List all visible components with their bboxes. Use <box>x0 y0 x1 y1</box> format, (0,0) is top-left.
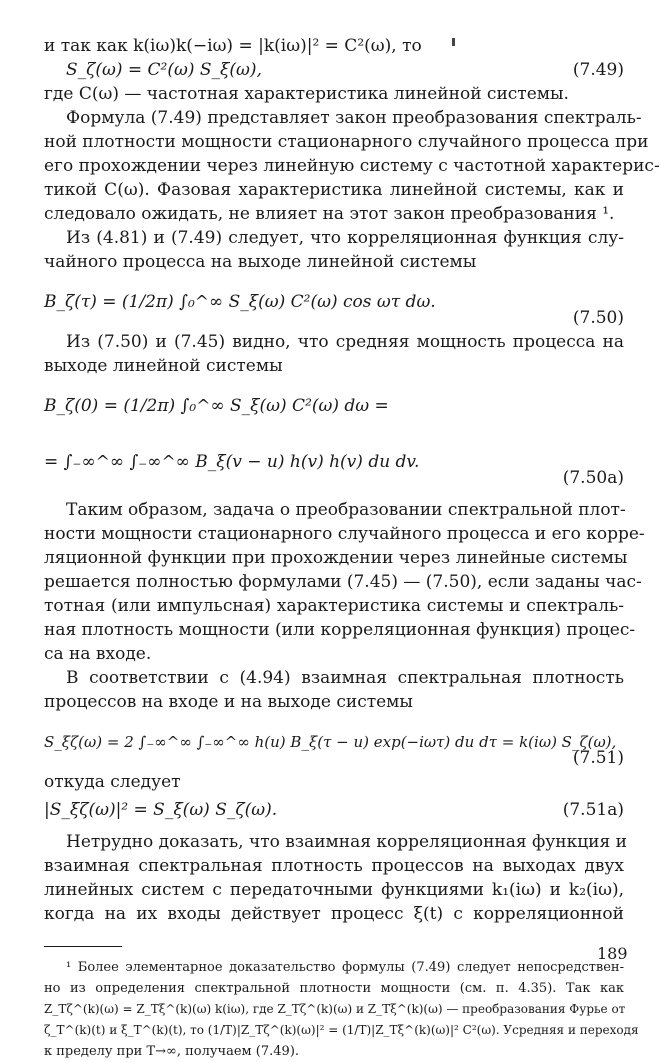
page-body <box>44 34 660 1062</box>
equation-number: (7.50a) <box>562 468 624 488</box>
text-line: когда на их входы действует процесс ξ(t) с корреляционной <box>44 904 624 924</box>
equation-body: S_ζ(ω) = C²(ω) S_ξ(ω), <box>66 60 262 80</box>
equation-number: (7.51a) <box>562 800 624 820</box>
equation-7-51a <box>44 798 624 822</box>
text-line: решается полностью формулами (7.45) — (7.50), если заданы час- <box>44 572 642 592</box>
footnote-line: к пределу при T→∞, получаем (7.49). <box>44 1044 300 1059</box>
text-line: взаимная спектральная плотность процессов на выходах двух <box>44 856 624 876</box>
text-line: где C(ω) — частотная характеристика линейной системы. <box>44 84 569 104</box>
page-number: 189 <box>597 944 628 963</box>
text-line: его прохождении через линейную систему с частотной характерис- <box>44 156 660 176</box>
footnote-line: ζ_T^(k)(t) и ξ_T^(k)(t), то (1/T)|Z_Tζ^(k)(ω)|² = (1/T)|Z_Tξ^(k)(ω)|² C²(ω). Усредняя и переходя <box>44 1023 639 1037</box>
footnote-rule <box>44 946 122 947</box>
text-line: ности мощности стационарного случайного процесса и его корре- <box>44 524 645 544</box>
text-line: тотная (или импульсная) характеристика системы и спектраль- <box>44 596 624 616</box>
text-line: В соответствии с (4.94) взаимная спектральная плотность <box>66 668 624 688</box>
equation-body: S_ξζ(ω) = 2 ∫₋∞^∞ ∫₋∞^∞ h(u) B_ξ(τ − u) exp(−iωτ) du dτ = k(iω) S_ζ(ω), <box>44 733 617 751</box>
text-line: ная плотность мощности (или корреляционная функция) процес- <box>44 620 636 640</box>
equation-number: (7.51) <box>572 748 624 768</box>
equation-body: = ∫₋∞^∞ ∫₋∞^∞ B_ξ(v − u) h(v) h(v) du dv. <box>44 452 420 472</box>
text-line: ляционной функции при прохождении через линейные системы <box>44 548 628 568</box>
equation-7-51 <box>44 714 624 770</box>
footnote-line: ¹ Более элементарное доказательство формулы (7.49) следует непосредствен- <box>66 960 624 975</box>
text-line: Нетрудно доказать, что взаимная корреляционная функция и <box>66 832 627 852</box>
text-line: следовало ожидать, не влияет на этот закон преобразования ¹. <box>44 204 615 224</box>
text-line: процессов на входе и на выходе системы <box>44 692 413 712</box>
text-line: линейных систем с передаточными функциями k₁(iω) и k₂(iω), <box>44 880 624 900</box>
text-line: чайного процесса на выходе линейной системы <box>44 252 477 272</box>
equation-body: B_ζ(0) = (1/2π) ∫₀^∞ S_ξ(ω) C²(ω) dω = <box>44 396 389 416</box>
equation-body: B_ζ(τ) = (1/2π) ∫₀^∞ S_ξ(ω) C²(ω) cos ωτ dω. <box>44 292 436 312</box>
equation-7-50a-line2 <box>44 434 624 490</box>
footnote-line: но из определения спектральной плотности мощности (см. п. 4.35). Так как <box>44 981 624 996</box>
text-line: са на входе. <box>44 644 152 664</box>
footnote-line: Z_Tζ^(k)(ω) = Z_Tξ^(k)(ω) k(iω), где Z_Tζ^(k)(ω) и Z_Tξ^(k)(ω) — преобразования Фурье от <box>44 1002 626 1016</box>
equation-7-49 <box>44 58 624 82</box>
text-line: Формула (7.49) представляет закон преобразования спектраль- <box>66 108 642 128</box>
equation-number: (7.49) <box>572 60 624 80</box>
equation-number: (7.50) <box>572 308 624 328</box>
text-line: Таким образом, задача о преобразовании спектральной плот- <box>66 500 626 520</box>
equation-body: |S_ξζ(ω)|² = S_ξ(ω) S_ζ(ω). <box>44 800 278 820</box>
text-line: откуда следует <box>44 772 181 792</box>
text-line: тикой C(ω). Фазовая характеристика линейной системы, как и <box>44 180 624 200</box>
text-line: и так как k(iω)k(−iω) = |k(iω)|² = C²(ω), то <box>44 36 422 56</box>
equation-7-50a-line1 <box>44 378 624 434</box>
text-line: ной плотности мощности стационарного случайного процесса при <box>44 132 649 152</box>
text-line: выходе линейной системы <box>44 356 283 376</box>
text-line: Из (4.81) и (7.49) следует, что корреляционная функция слу- <box>66 228 624 248</box>
text-line: Из (7.50) и (7.45) видно, что средняя мощность процесса на <box>66 332 624 352</box>
equation-7-50 <box>44 274 624 330</box>
